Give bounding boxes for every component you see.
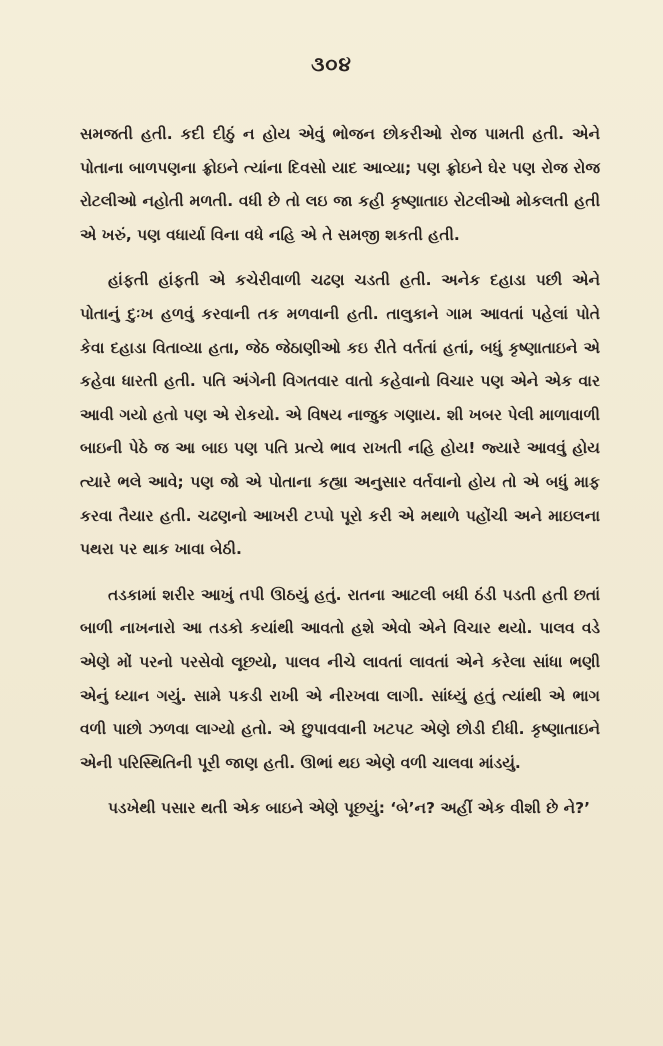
page-number: ૩૦૪ — [311, 52, 352, 76]
body-text — [80, 118, 600, 838]
paragraph-4: પડખેથી પસાર થતી એક બાઇને એણે પૂછયું: ‘બે’ન? અહીં એક વીશી છે ને?’ — [108, 799, 591, 818]
paragraph-2: હાંફતી હાંફતી એ કચેરીવાળી ચઢણ ચડતી હતી. અનેક દહાડા પછી એને પોતાનું દુઃખ હળવું કરવાની તક મળવાની હતી. તાલુકાને ગામ આવતાં પહેલાં પોતે કેવા દહાડા વિતાવ્યા હતા, જેઠ જેઠાણીઓ કઇ રીતે વર્તતાં હતાં, બધું કૃષ્ણાતાઇને એ કહેવા ધારતી હતી. પતિ અંગેની વિગતવાર વાતો કહેવાનો વિચાર પણ એને એક વાર આવી ગયો હતો પણ એ રોકયો. એ વિષય નાજુક ગણાય. શી ખબર પેલી માળાવાળી બાઇની પેઠે જ આ બાઇ પણ પતિ પ્રત્યે ભાવ રાખતી નહિ હોય! જ્યારે આવવું હોય ત્યારે ભલે આવે; પણ જો એ પોતાના કહ્યા અનુસાર વર્તવાનો હોય તો એ બધું માફ કરવા તૈયાર હતી. ચઢણનો આખરી ટપ્પો પૂરો કરી એ મથાળે પહોંચી અને માઇલના પથરા પર થાક ખાવા બેઠી. — [80, 271, 600, 559]
paragraph-1: સમજતી હતી. કદી દીઠું ન હોય એવું ભોજન છોકરીઓ રોજ પામતી હતી. એને પોતાના બાળપણના ફ્રોઇને ત્યાંના દિવસો યાદ આવ્યા; પણ ફ્રોઇને ઘેર પણ રોજ રોજ રોટલીઓ નહોતી મળતી. વધી છે તો લઇ જા કહી કૃષ્ણાતાઇ રોટલીઓ મોકલતી હતી એ ખરું, પણ વધાર્યા વિના વધે નહિ એ તે સમજી શકતી હતી. — [80, 125, 600, 244]
paragraph-3: તડકામાં શરીર આખું તપી ઊઠયું હતું. રાતના આટલી બધી ઠંડી પડતી હતી છતાં બાળી નાખનારો આ તડકો કયાંથી આવતો હશે એવો એને વિચાર થયો. પાલવ વડે એણે મોં પરનો પરસેવો લૂછયો, પાલવ નીચે લાવતાં લાવતાં એને કરેલા સાંધા ભણી એનું ધ્યાન ગયું. સામે પકડી રાખી એ નીરખવા લાગી. સાંધ્યું હતું ત્યાંથી એ ભાગ વળી પાછો ઝળવા લાગ્યો હતો. એ છુપાવવાની ખટપટ એણે છોડી દીધી. કૃષ્ણાતાઇને એની પરિસ્થિતિની પૂરી જાણ હતી. ઊભાં થઇ એણે વળી ચાલવા માંડયું. — [80, 585, 600, 772]
